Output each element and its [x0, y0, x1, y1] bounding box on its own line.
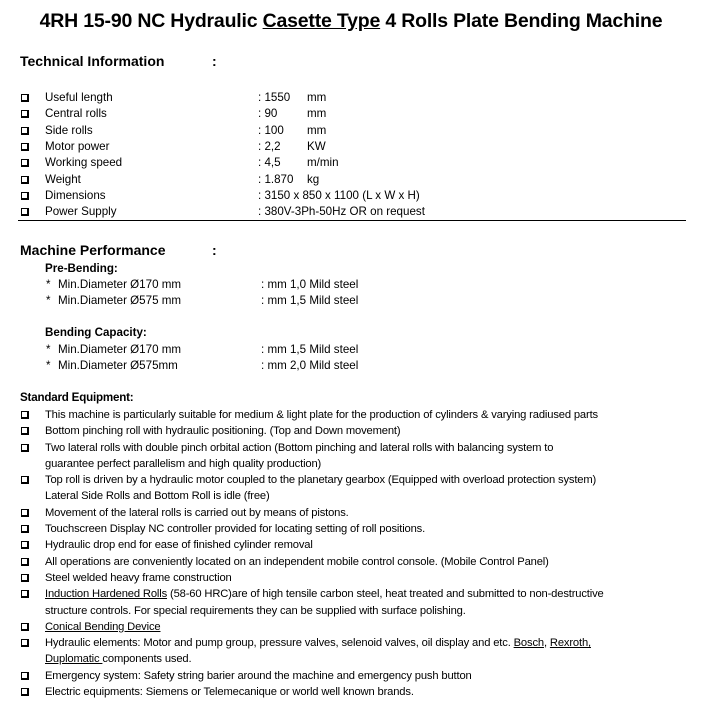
spec-label: Motor power — [45, 139, 110, 153]
separator: , — [543, 637, 550, 650]
underlined-term: Conical Bending Device — [45, 620, 161, 633]
checkbox-square-icon — [21, 127, 29, 135]
pre-bending-row — [0, 293, 702, 309]
equipment-text: Steel welded heavy frame construction — [45, 572, 232, 584]
asterisk-bullet: * — [46, 278, 51, 291]
spec-unit: mm — [307, 107, 327, 121]
title-underlined-text: Casette Type — [262, 10, 381, 32]
bending-capacity-heading: Bending Capacity: — [45, 326, 147, 339]
checkbox-square-icon — [21, 623, 29, 631]
equipment-text — [45, 651, 191, 667]
bending-capacity-row — [0, 358, 702, 374]
spec-value: : 100 — [258, 123, 284, 137]
thickness-value: : mm 1,5 Mild steel — [261, 294, 359, 307]
equipment-text: Hydraulic drop end for ease of finished cylinder removal — [45, 539, 313, 552]
equipment-text: Lateral Side Rolls and Bottom Roll is idle (free) — [45, 490, 270, 503]
checkbox-square-icon — [21, 590, 29, 598]
spec-label: Side rolls — [45, 123, 93, 137]
spec-value: : 90 — [258, 107, 278, 121]
checkbox-square-icon — [21, 639, 29, 647]
equipment-text: All operations are conveniently located on an independent mobile control console. (Mobile Control Panel) — [45, 555, 549, 568]
thickness-value: : mm 2,0 Mild steel — [261, 359, 359, 372]
spec-unit: KW — [307, 139, 326, 153]
equipment-text: Emergency system: Safety string barier around the machine and emergency push button — [45, 669, 472, 682]
diameter-label: Min.Diameter Ø170 mm — [58, 278, 182, 291]
checkbox-square-icon — [21, 411, 29, 419]
equipment-text — [45, 635, 591, 651]
underlined-term: Induction Hardened Rolls — [45, 588, 168, 601]
checkbox-square-icon — [21, 476, 29, 484]
checkbox-square-icon — [21, 192, 29, 200]
checkbox-square-icon — [21, 208, 29, 216]
spec-label: Weight — [45, 172, 81, 186]
section-divider — [18, 220, 686, 221]
brand-rexroth: Rexroth, — [549, 637, 591, 650]
equipment-text: Bottom pinching roll with hydraulic positioning. (Top and Down movement) — [45, 425, 401, 438]
checkbox-square-icon — [21, 444, 29, 452]
checkbox-square-icon — [21, 672, 29, 680]
title-text-before: 4RH 15-90 NC Hydraulic — [39, 10, 263, 32]
equipment-text: Touchscreen Display NC controller provided for locating setting of roll positions. — [45, 523, 426, 536]
checkbox-square-icon — [21, 94, 29, 102]
standard-equipment-heading: Standard Equipment: — [20, 391, 134, 404]
document-title — [0, 10, 702, 33]
technical-information-colon: : — [212, 53, 217, 69]
asterisk-bullet: * — [46, 343, 51, 356]
equipment-text: Movement of the lateral rolls is carried out by means of pistons. — [45, 506, 349, 519]
spec-row — [0, 188, 702, 204]
equipment-text-suffix: components used. — [102, 653, 192, 666]
equipment-text — [45, 586, 604, 602]
spec-unit: kg — [307, 172, 320, 186]
spec-label: Working speed — [45, 156, 123, 170]
diameter-label: Min.Diameter Ø575 mm — [58, 294, 182, 307]
spec-value: : 1.870 — [258, 172, 294, 186]
checkbox-square-icon — [21, 509, 29, 517]
spec-unit: mm — [307, 123, 327, 137]
technical-information-heading: Technical Information — [20, 53, 165, 69]
checkbox-square-icon — [21, 110, 29, 118]
spec-row — [0, 90, 702, 106]
checkbox-square-icon — [21, 427, 29, 435]
equipment-text-prefix: Hydraulic elements: Motor and pump group, pressure valves, selenoid valves, oil display and etc. — [45, 637, 514, 650]
checkbox-square-icon — [21, 159, 29, 167]
spec-value: : 380V-3Ph-50Hz OR on request — [258, 205, 425, 219]
spec-unit: m/min — [307, 156, 339, 170]
spec-label: Useful length — [45, 91, 113, 104]
spec-value: : 2,2 — [258, 139, 281, 153]
diameter-label: Min.Diameter Ø575mm — [58, 359, 178, 372]
asterisk-bullet: * — [46, 359, 51, 372]
equipment-text: Top roll is driven by a hydraulic motor coupled to the planetary gearbox (Equipped with overload protection system) — [45, 474, 597, 487]
machine-performance-colon: : — [212, 242, 217, 258]
spec-row — [0, 204, 702, 220]
spec-label: Central rolls — [45, 107, 107, 121]
spec-unit: mm — [307, 91, 327, 104]
spec-row — [0, 172, 702, 188]
thickness-value: : mm 1,5 Mild steel — [261, 343, 359, 356]
checkbox-square-icon — [21, 574, 29, 582]
checkbox-square-icon — [21, 541, 29, 549]
spec-value: : 4,5 — [258, 156, 281, 170]
asterisk-bullet: * — [46, 294, 51, 307]
checkbox-square-icon — [21, 558, 29, 566]
diameter-label: Min.Diameter Ø170 mm — [58, 343, 182, 356]
equipment-text: Two lateral rolls with double pinch orbital action (Bottom pinching and lateral rolls with balancing system to — [45, 441, 554, 454]
brand-bosch: Bosch — [513, 637, 544, 650]
checkbox-square-icon — [21, 525, 29, 533]
spec-row — [0, 139, 702, 155]
spec-label: Dimensions — [45, 188, 106, 202]
equipment-text: This machine is particularly suitable for medium & light plate for the production of cylinders & varying radiused parts — [45, 409, 598, 421]
spec-row — [0, 155, 702, 171]
equipment-text: guarantee perfect parallelism and high quality production) — [45, 457, 322, 470]
spec-value: : 3150 x 850 x 1100 (L x W x H) — [258, 188, 420, 202]
thickness-value: : mm 1,0 Mild steel — [261, 278, 359, 291]
checkbox-square-icon — [21, 176, 29, 184]
spec-row — [0, 106, 702, 122]
spec-row — [0, 123, 702, 139]
equipment-text: Electric equipments: Siemens or Telemecanique or world well known brands. — [45, 686, 414, 699]
brand-duplomatic: Duplomatic — [45, 653, 103, 666]
equipment-text: structure controls. For special requirements they can be supplied with surface polishing. — [45, 604, 466, 617]
bending-capacity-row — [0, 342, 702, 358]
checkbox-square-icon — [21, 688, 29, 696]
pre-bending-heading: Pre-Bending: — [45, 262, 118, 275]
machine-performance-heading: Machine Performance — [20, 242, 166, 258]
checkbox-square-icon — [21, 143, 29, 151]
pre-bending-row — [0, 277, 702, 293]
spec-value: : 1550 — [258, 91, 291, 104]
title-text-after: 4 Rolls Plate Bending Machine — [380, 10, 663, 32]
equipment-text-rest: (58-60 HRC)are of high tensile carbon steel, heat treated and submitted to non-destructive — [167, 588, 604, 601]
spec-label: Power Supply — [45, 205, 117, 219]
